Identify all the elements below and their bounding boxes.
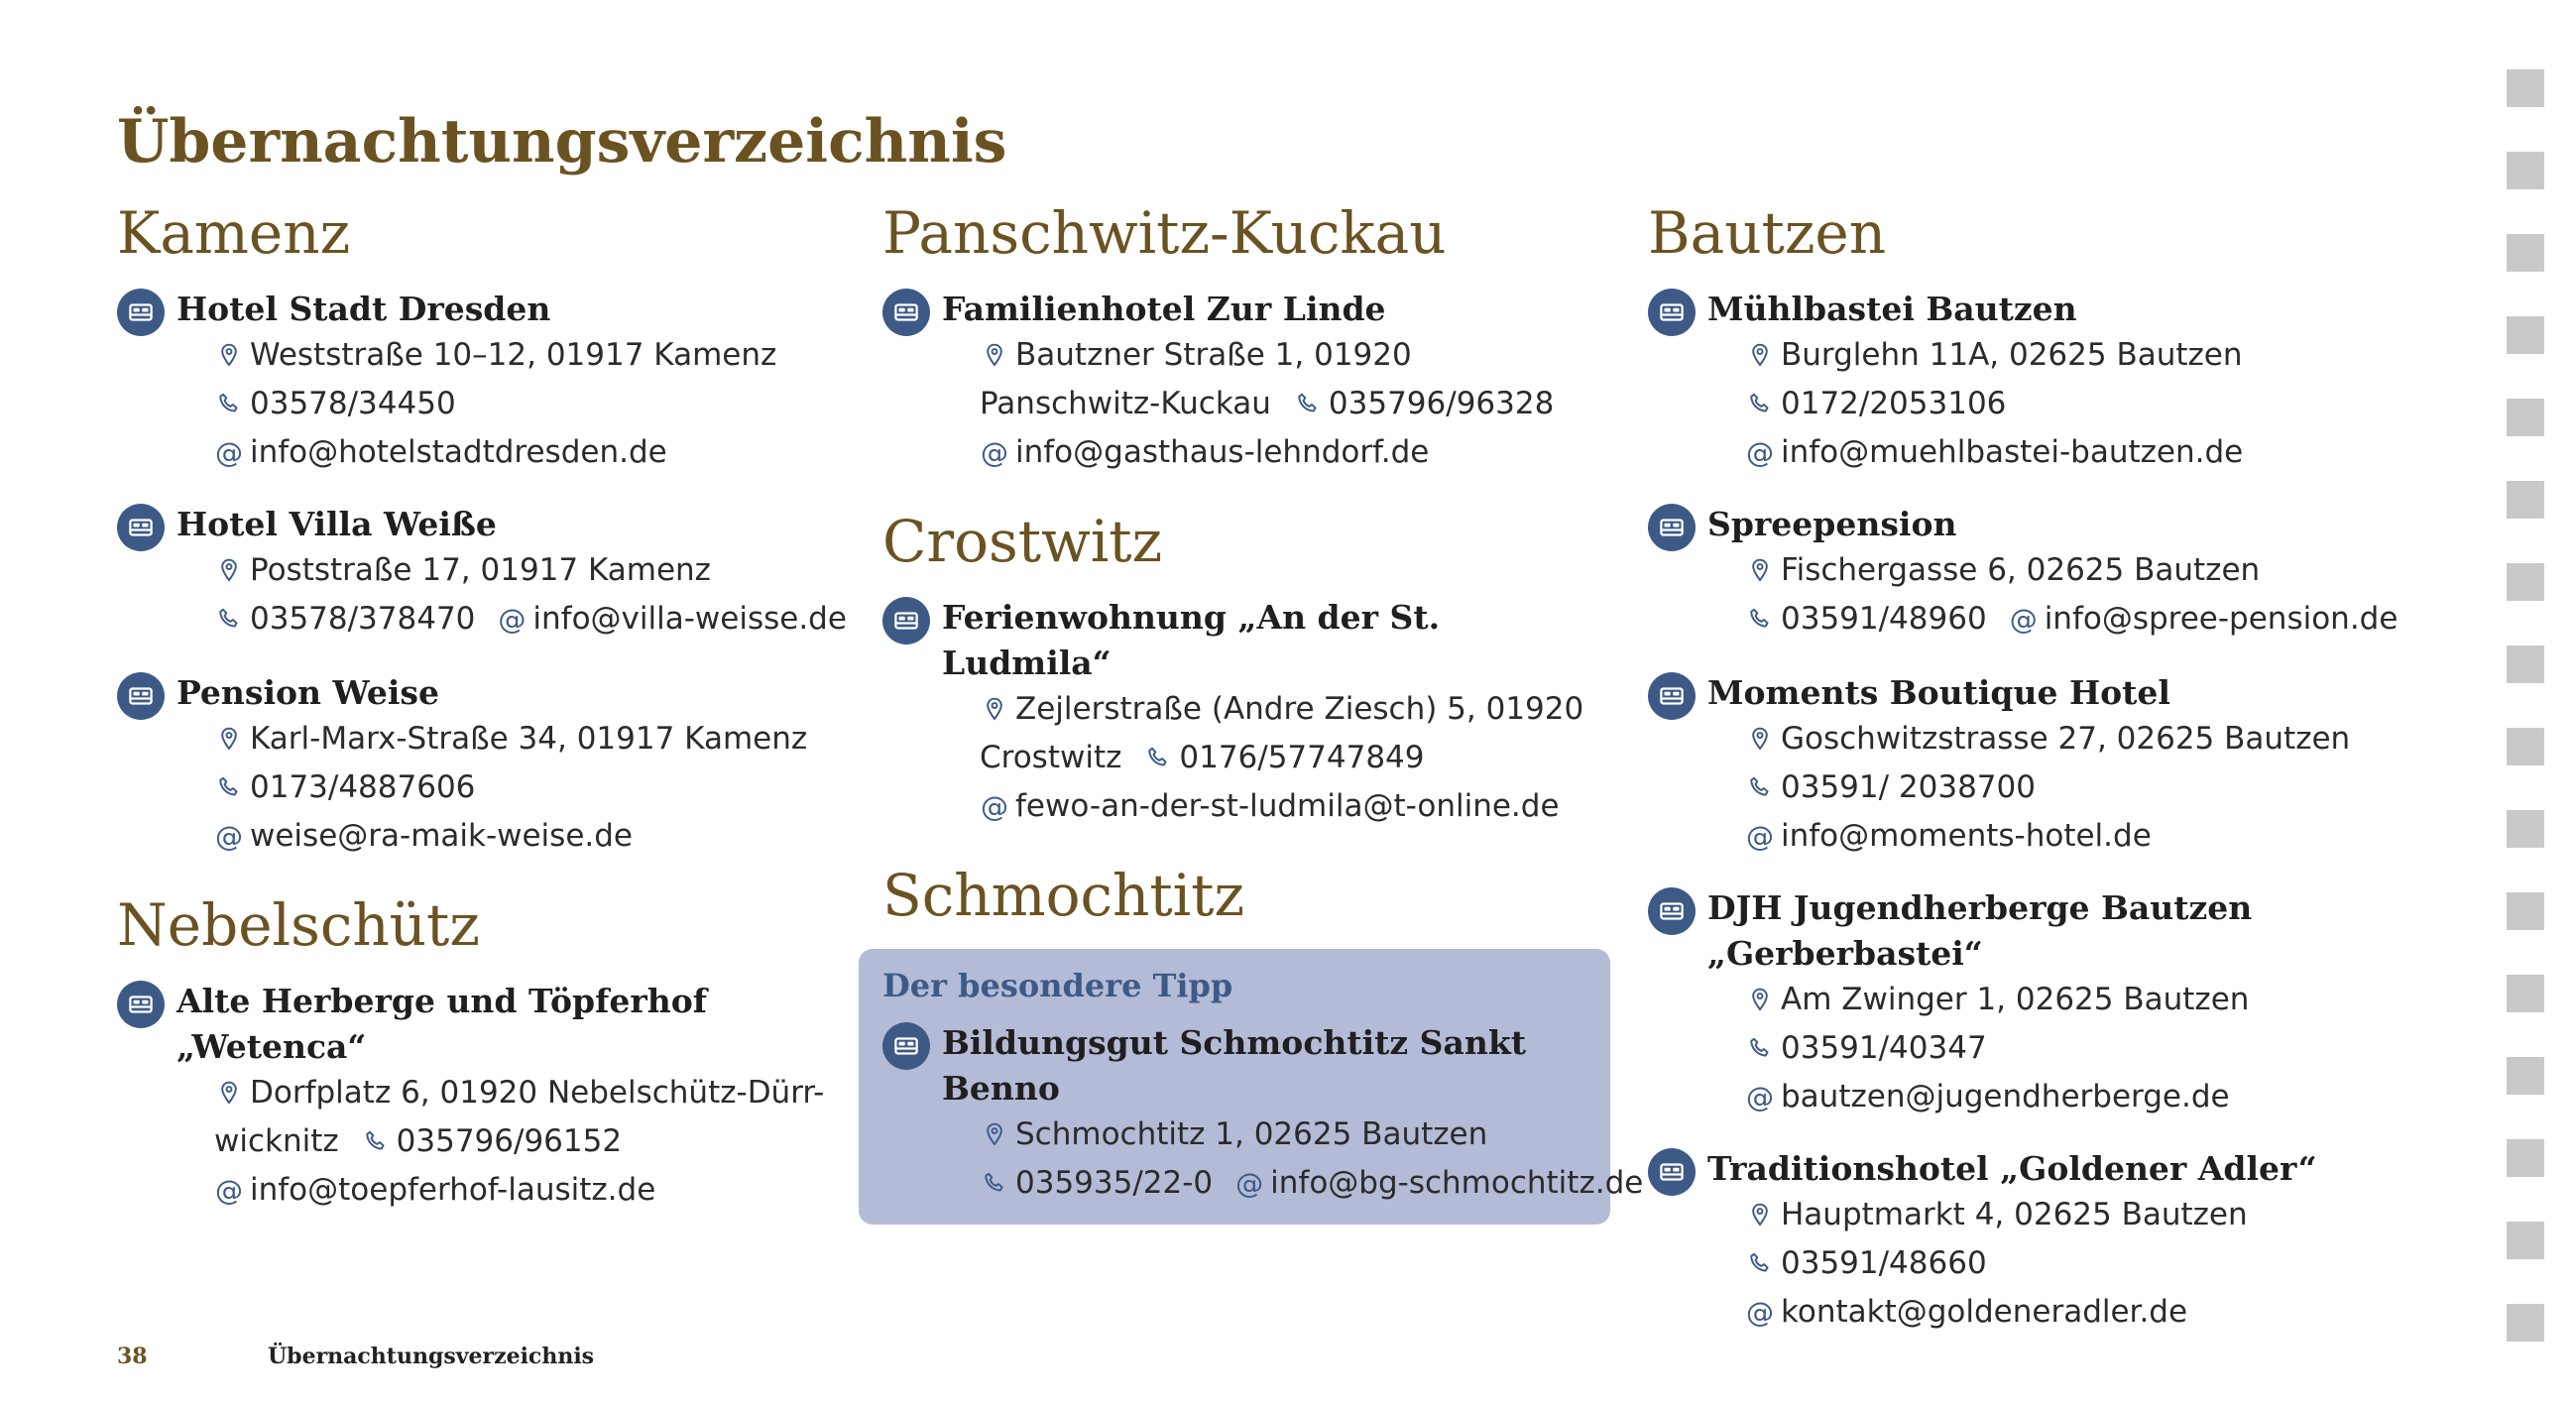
map-pin-icon — [1745, 719, 1775, 764]
map-pin-icon — [980, 1114, 1009, 1160]
phone-link[interactable]: 035796/96328 — [1328, 386, 1555, 421]
edge-square — [2507, 69, 2544, 107]
at-sign-icon: @ — [1746, 1296, 1774, 1329]
phone-icon — [1745, 384, 1775, 429]
at-sign-icon: @ — [1746, 436, 1774, 469]
phone-link[interactable]: 03578/34450 — [250, 386, 456, 421]
phone-link[interactable]: 03591/48960 — [1781, 601, 1987, 637]
phone-link[interactable]: 0176/57747849 — [1179, 740, 1425, 775]
phone-icon — [980, 1163, 1009, 1209]
at-sign-icon: @ — [2009, 603, 2038, 636]
phone-link[interactable]: 0172/2053106 — [1781, 386, 2007, 421]
page-title: Übernachtungsverzeichnis — [117, 107, 1007, 176]
address-text: Weststraße 10–12, 01917 Kamenz — [250, 337, 777, 373]
address-text: Schmochtitz 1, 02625 Bautzen — [1015, 1116, 1488, 1152]
address-text: Zejlerstraße (Andre Ziesch) 5, 01920 Crostwitz — [980, 691, 1584, 775]
map-pin-icon — [1745, 335, 1775, 381]
list-item — [1648, 1146, 2441, 1336]
edge-square — [2507, 1222, 2544, 1259]
email-link[interactable]: weise@ra-maik-weise.de — [250, 818, 634, 854]
list-item — [882, 595, 1596, 830]
email-link[interactable]: info@bg-schmochtitz.de — [1270, 1165, 1644, 1201]
email-link[interactable]: info@villa-weisse.de — [532, 601, 847, 637]
phone-icon — [1293, 384, 1323, 429]
edge-square — [2507, 810, 2544, 848]
address-text: Hauptmarkt 4, 02625 Bautzen — [1781, 1197, 2248, 1232]
hotel-name: Hotel Villa Weiße — [176, 505, 497, 543]
special-tip-box — [859, 949, 1644, 1225]
hotel-name: Pension Weise — [176, 673, 439, 712]
column-bautzen — [1648, 193, 2441, 1361]
edge-square — [2507, 728, 2544, 765]
phone-link[interactable]: 03578/378470 — [250, 601, 476, 637]
at-sign-icon: @ — [1746, 1081, 1774, 1113]
bed-icon — [1648, 504, 1696, 551]
phone-icon — [1143, 738, 1173, 783]
bed-icon — [1648, 887, 1696, 935]
town-heading-nebelschuetz: Nebelschütz — [117, 891, 480, 959]
edge-square — [2507, 1057, 2544, 1095]
address-text: Bautzner Straße 1, 01920 Panschwitz-Kuckau — [980, 337, 1412, 421]
at-sign-icon: @ — [981, 790, 1008, 823]
map-pin-icon — [214, 335, 244, 381]
phone-icon — [1745, 1028, 1775, 1074]
column-panschwitz-crostwitz-schmochtitz — [882, 193, 1644, 1225]
at-sign-icon: @ — [1746, 820, 1774, 853]
email-link[interactable]: kontakt@goldeneradler.de — [1781, 1294, 2188, 1330]
phone-link[interactable]: 03591/48660 — [1781, 1245, 1987, 1281]
map-pin-icon — [214, 1073, 244, 1118]
list-item — [1648, 287, 2441, 476]
map-pin-icon — [1745, 1195, 1775, 1240]
hotel-name: Spreepension — [1707, 505, 1957, 543]
map-pin-icon — [214, 550, 244, 596]
address-text: Goschwitzstrasse 27, 02625 Bautzen — [1781, 721, 2351, 757]
edge-square — [2507, 399, 2544, 436]
address-text: Am Zwinger 1, 02625 Bautzen — [1781, 982, 2250, 1017]
bed-icon — [1648, 672, 1696, 720]
hotel-name: Traditionshotel „Goldener Adler“ — [1707, 1149, 2317, 1188]
list-item — [1648, 502, 2441, 644]
edge-square — [2507, 645, 2544, 683]
phone-icon — [1745, 767, 1775, 813]
list-item — [1648, 885, 2441, 1120]
phone-link[interactable]: 0173/4887606 — [250, 769, 476, 805]
email-link[interactable]: bautzen@jugendherberge.de — [1781, 1079, 2230, 1114]
edge-square — [2507, 481, 2544, 519]
town-heading-bautzen: Bautzen — [1648, 199, 1887, 267]
email-link[interactable]: info@muehlbastei-bautzen.de — [1781, 434, 2244, 470]
at-sign-icon: @ — [215, 1174, 243, 1207]
phone-icon — [1745, 1243, 1775, 1289]
address-text: Dorfplatz 6, 01920 Nebelschütz-Dürr-wicknitz — [214, 1075, 825, 1159]
town-heading-crostwitz: Crostwitz — [882, 508, 1163, 575]
edge-square — [2507, 892, 2544, 930]
phone-icon — [361, 1121, 391, 1167]
edge-square — [2507, 316, 2544, 354]
bed-icon — [882, 289, 930, 336]
at-sign-icon: @ — [215, 820, 243, 853]
address-text: Burglehn 11A, 02625 Bautzen — [1781, 337, 2243, 373]
list-item — [117, 979, 831, 1214]
phone-icon — [214, 599, 244, 644]
phone-link[interactable]: 035935/22-0 — [1015, 1165, 1214, 1201]
edge-square — [2507, 1304, 2544, 1342]
special-tip-label: Der besondere Tipp — [882, 967, 1233, 1004]
map-pin-icon — [1745, 980, 1775, 1025]
hotel-name: DJH Jugendherberge Bautzen „Gerberbastei“ — [1707, 888, 2253, 973]
town-heading-kamenz: Kamenz — [117, 199, 351, 267]
hotel-name: Familienhotel Zur Linde — [942, 290, 1386, 328]
phone-link[interactable]: 03591/ 2038700 — [1781, 769, 2036, 805]
footer-title: Übernachtungsverzeichnis — [268, 1344, 595, 1369]
bed-icon — [882, 1022, 930, 1070]
bed-icon — [1648, 1148, 1696, 1196]
hotel-name: Bildungsgut Schmochtitz Sankt Benno — [942, 1023, 1526, 1108]
email-link[interactable]: fewo-an-der-st-ludmila@t-online.de — [1015, 788, 1560, 824]
edge-square-strip — [2507, 69, 2546, 1386]
column-kamenz-nebelschuetz — [117, 193, 847, 1239]
bed-icon — [882, 597, 930, 644]
list-item — [1648, 670, 2441, 860]
map-pin-icon — [214, 719, 244, 764]
hotel-name: Moments Boutique Hotel — [1707, 673, 2170, 712]
list-item — [117, 670, 831, 860]
address-text: Fischergasse 6, 02625 Bautzen — [1781, 552, 2261, 588]
email-link[interactable]: info@toepferhof-lausitz.de — [250, 1172, 656, 1208]
town-heading-schmochtitz: Schmochtitz — [882, 862, 1245, 929]
email-link[interactable]: info@gasthaus-lehndorf.de — [1015, 434, 1430, 470]
at-sign-icon: @ — [981, 436, 1008, 469]
address-text: Karl-Marx-Straße 34, 01917 Kamenz — [250, 721, 808, 757]
hotel-name: Hotel Stadt Dresden — [176, 290, 551, 328]
hotel-name: Alte Herberge und Töpferhof „Wetenca“ — [176, 982, 707, 1066]
list-item — [882, 287, 1596, 476]
list-item — [882, 1020, 1644, 1209]
bed-icon — [117, 289, 165, 336]
phone-icon — [214, 767, 244, 813]
edge-square — [2507, 1139, 2544, 1177]
hotel-name: Mühlbastei Bautzen — [1707, 290, 2077, 328]
edge-square — [2507, 234, 2544, 272]
list-item — [117, 502, 847, 644]
phone-icon — [1745, 599, 1775, 644]
edge-square — [2507, 563, 2544, 601]
phone-link[interactable]: 035796/96152 — [396, 1123, 623, 1159]
town-heading-panschwitz: Panschwitz-Kuckau — [882, 199, 1447, 267]
email-link[interactable]: info@spree-pension.de — [2044, 601, 2399, 637]
map-pin-icon — [980, 689, 1009, 735]
bed-icon — [117, 981, 165, 1028]
email-link[interactable]: info@hotelstadtdresden.de — [250, 434, 667, 470]
bed-icon — [117, 672, 165, 720]
bed-icon — [117, 504, 165, 551]
at-sign-icon: @ — [215, 436, 243, 469]
phone-icon — [214, 384, 244, 429]
page-number: 38 — [117, 1344, 148, 1369]
at-sign-icon: @ — [1235, 1167, 1264, 1200]
hotel-name: Ferienwohnung „An der St. Ludmila“ — [942, 598, 1441, 682]
edge-square — [2507, 152, 2544, 189]
map-pin-icon — [1745, 550, 1775, 596]
address-text: Poststraße 17, 01917 Kamenz — [250, 552, 711, 588]
bed-icon — [1648, 289, 1696, 336]
email-link[interactable]: info@moments-hotel.de — [1781, 818, 2152, 854]
edge-square — [2507, 975, 2544, 1012]
list-item — [117, 287, 831, 476]
phone-link[interactable]: 03591/40347 — [1781, 1030, 1987, 1066]
map-pin-icon — [980, 335, 1009, 381]
at-sign-icon: @ — [498, 603, 527, 636]
